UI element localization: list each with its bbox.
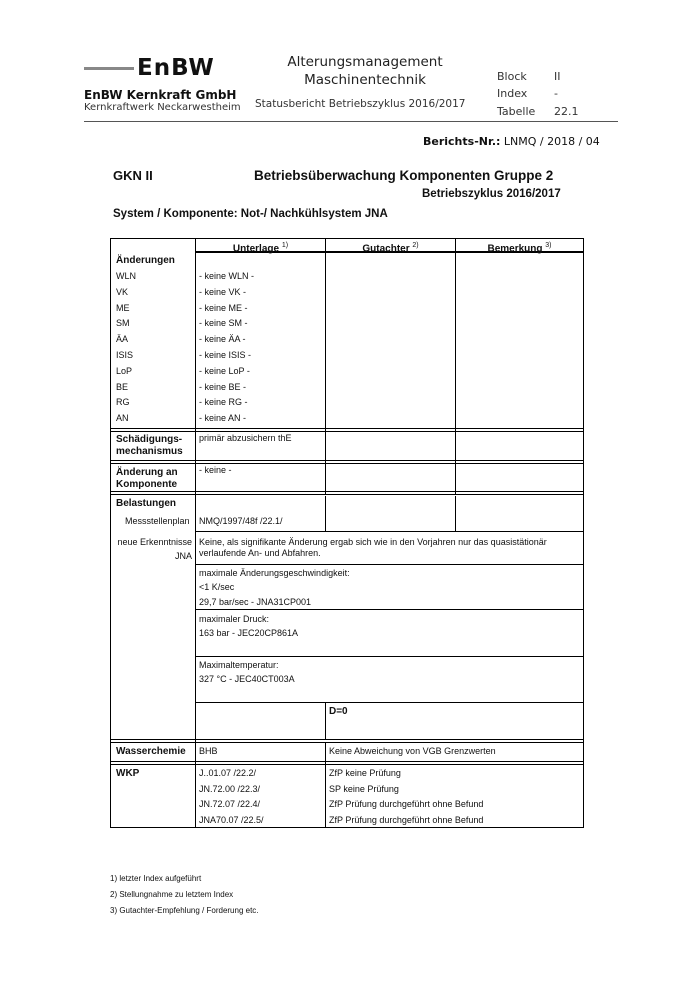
meta-value-block: II bbox=[554, 70, 561, 83]
change-key: BE bbox=[116, 381, 129, 392]
damage-label-2: mechanismus bbox=[116, 446, 183, 457]
wkp-doc: J..01.07 /22.2/ bbox=[199, 768, 257, 778]
meta-value-index: - bbox=[554, 87, 558, 100]
header-divider bbox=[84, 121, 618, 122]
change-value: - keine RG - bbox=[199, 397, 248, 408]
row-line-9b bbox=[110, 742, 584, 743]
change-key: RG bbox=[116, 397, 130, 408]
status-line: Statusbericht Betriebszyklus 2016/2017 bbox=[255, 98, 466, 110]
footnote-2: 2) Stellungnahme zu letztem Index bbox=[110, 890, 234, 899]
measure-value: NMQ/1997/48f /22.1/ bbox=[199, 516, 283, 526]
water-comment: Keine Abweichung von VGB Grenzwerten bbox=[329, 746, 496, 756]
row-line-7 bbox=[196, 656, 583, 657]
wkp-label: WKP bbox=[116, 768, 140, 779]
wkp-assessment: ZfP keine Prüfung bbox=[329, 768, 401, 778]
changes-label: Änderungen bbox=[116, 255, 175, 266]
findings-text-1: Keine, als signifikante Änderung ergab sich wie in den Vorjahren nur das quasistätionär bbox=[199, 537, 547, 547]
meta-value-table: 22.1 bbox=[554, 105, 579, 118]
report-number bbox=[423, 135, 600, 148]
row-line-1 bbox=[110, 428, 584, 429]
change-value: - keine VK - bbox=[199, 286, 247, 297]
row-line-3 bbox=[110, 491, 584, 492]
comp-change-label-2: Komponente bbox=[116, 479, 178, 490]
findings-text-2: verlaufende An- und Abfahren. bbox=[199, 548, 321, 558]
change-key: ÄA bbox=[116, 334, 129, 345]
col-header-unterlage-label: Unterlage bbox=[232, 243, 280, 255]
wkp-assessment: ZfP Prüfung durchgeführt ohne Befund bbox=[329, 799, 484, 809]
system-label: System / Komponente: Not-/ Nachkühlsystem JNA bbox=[113, 208, 388, 220]
company-logo: EnBW bbox=[137, 55, 215, 81]
change-key: SM bbox=[116, 318, 130, 329]
page-title: Betriebsüberwachung Komponenten Gruppe 2 bbox=[254, 168, 554, 183]
comp-change-label-1: Änderung an bbox=[116, 467, 178, 478]
unit-label: GKN II bbox=[113, 168, 153, 183]
new-findings-label: neue Erkenntnisse bbox=[117, 537, 192, 547]
row-line-2b bbox=[110, 463, 584, 464]
change-value: - keine WLN - bbox=[199, 271, 255, 281]
col-divider-2a bbox=[325, 238, 326, 494]
max-rate-2: 29,7 bar/sec - JNA31CP001 bbox=[199, 597, 312, 607]
max-pressure: 163 bar - JEC20CP861A bbox=[199, 628, 299, 638]
damage-value: primär abzusichern thE bbox=[199, 433, 292, 443]
water-label: Wasserchemie bbox=[116, 746, 186, 757]
new-findings-sys: JNA bbox=[174, 551, 192, 561]
wkp-doc: JNA70.07 /22.5/ bbox=[199, 814, 264, 825]
col-header-bemerkung bbox=[456, 240, 583, 254]
col-header-unterlage-note: 1) bbox=[281, 242, 289, 249]
change-key: LoP bbox=[116, 365, 133, 376]
footnote-1: 1) letzter Index aufgeführt bbox=[110, 874, 202, 883]
damage-label-1: Schädigungs- bbox=[116, 434, 183, 445]
meta-key-table: Tabelle bbox=[497, 105, 536, 118]
col-divider-2b bbox=[325, 496, 326, 532]
col-divider-2d bbox=[325, 742, 326, 828]
change-value: - keine SM - bbox=[199, 318, 248, 329]
report-label: Berichts-Nr.: bbox=[423, 135, 501, 148]
title-line-2: Maschinentechnik bbox=[304, 72, 426, 88]
col-header-bemerkung-label: Bemerkung bbox=[487, 243, 543, 255]
max-rate-1: <1 K/sec bbox=[199, 582, 235, 592]
col-header-gutachter-note: 2) bbox=[412, 242, 419, 249]
col-header-gutachter bbox=[326, 240, 455, 254]
row-line-8 bbox=[196, 702, 583, 703]
row-line-6 bbox=[196, 609, 583, 610]
col-header-bemerkung-note: 3) bbox=[545, 242, 552, 249]
col-divider-2c bbox=[325, 703, 326, 740]
max-temp: 327 °C - JEC40CT003A bbox=[199, 674, 295, 684]
row-line-2 bbox=[110, 460, 584, 461]
measure-label: Messstellenplan bbox=[125, 516, 190, 526]
row-line-3b bbox=[110, 494, 584, 495]
max-temp-label: Maximaltemperatur: bbox=[199, 660, 279, 670]
row-line-4 bbox=[196, 531, 583, 532]
change-key: VK bbox=[116, 286, 129, 297]
change-value: - keine ÄA - bbox=[199, 334, 246, 345]
change-key: ISIS bbox=[116, 350, 134, 360]
row-line-9 bbox=[110, 739, 584, 740]
plant-name: Kernkraftwerk Neckarwestheim bbox=[84, 102, 241, 113]
col-header-gutachter-label: Gutachter bbox=[362, 243, 410, 255]
col-divider-3b bbox=[455, 496, 456, 532]
max-rate-label: maximale Änderungsgeschwindigkeit: bbox=[199, 568, 350, 578]
water-doc: BHB bbox=[199, 746, 218, 756]
col-divider-3a bbox=[455, 238, 456, 494]
cycle-label: Betriebszyklus 2016/2017 bbox=[422, 188, 561, 200]
col-header-unterlage bbox=[196, 240, 325, 254]
wkp-assessment: SP keine Prüfung bbox=[329, 783, 399, 794]
loads-label: Belastungen bbox=[116, 498, 177, 509]
row-line-10b bbox=[110, 764, 584, 765]
footnote-3: 3) Gutachter-Empfehlung / Forderung etc. bbox=[110, 906, 259, 915]
change-value: - keine ISIS - bbox=[199, 350, 252, 360]
title-line-1: Alterungsmanagement bbox=[287, 54, 443, 70]
change-value: - keine AN - bbox=[199, 413, 247, 424]
change-value: - keine BE - bbox=[199, 381, 247, 392]
wkp-assessment: ZfP Prüfung durchgeführt ohne Befund bbox=[329, 814, 484, 825]
change-value: - keine ME - bbox=[199, 302, 248, 313]
report-value: LNMQ / 2018 / 04 bbox=[503, 135, 600, 148]
company-name: EnBW Kernkraft GmbH bbox=[84, 88, 237, 102]
row-line-5 bbox=[196, 564, 583, 565]
comp-change-value: - keine - bbox=[199, 465, 232, 475]
change-value: - keine LoP - bbox=[199, 365, 250, 376]
change-key: ME bbox=[116, 302, 130, 313]
change-key: AN bbox=[116, 413, 129, 424]
d-value: D=0 bbox=[329, 706, 348, 717]
row-line-10 bbox=[110, 761, 584, 762]
max-pressure-label: maximaler Druck: bbox=[199, 614, 270, 624]
wkp-doc: JN.72.00 /22.3/ bbox=[199, 783, 261, 794]
meta-key-index: Index bbox=[497, 87, 528, 100]
meta-key-block: Block bbox=[497, 70, 527, 83]
logo-bar bbox=[84, 67, 134, 70]
row-line-1b bbox=[110, 431, 584, 432]
wkp-doc: JN.72.07 /22.4/ bbox=[199, 799, 261, 809]
change-key: WLN bbox=[116, 271, 136, 281]
